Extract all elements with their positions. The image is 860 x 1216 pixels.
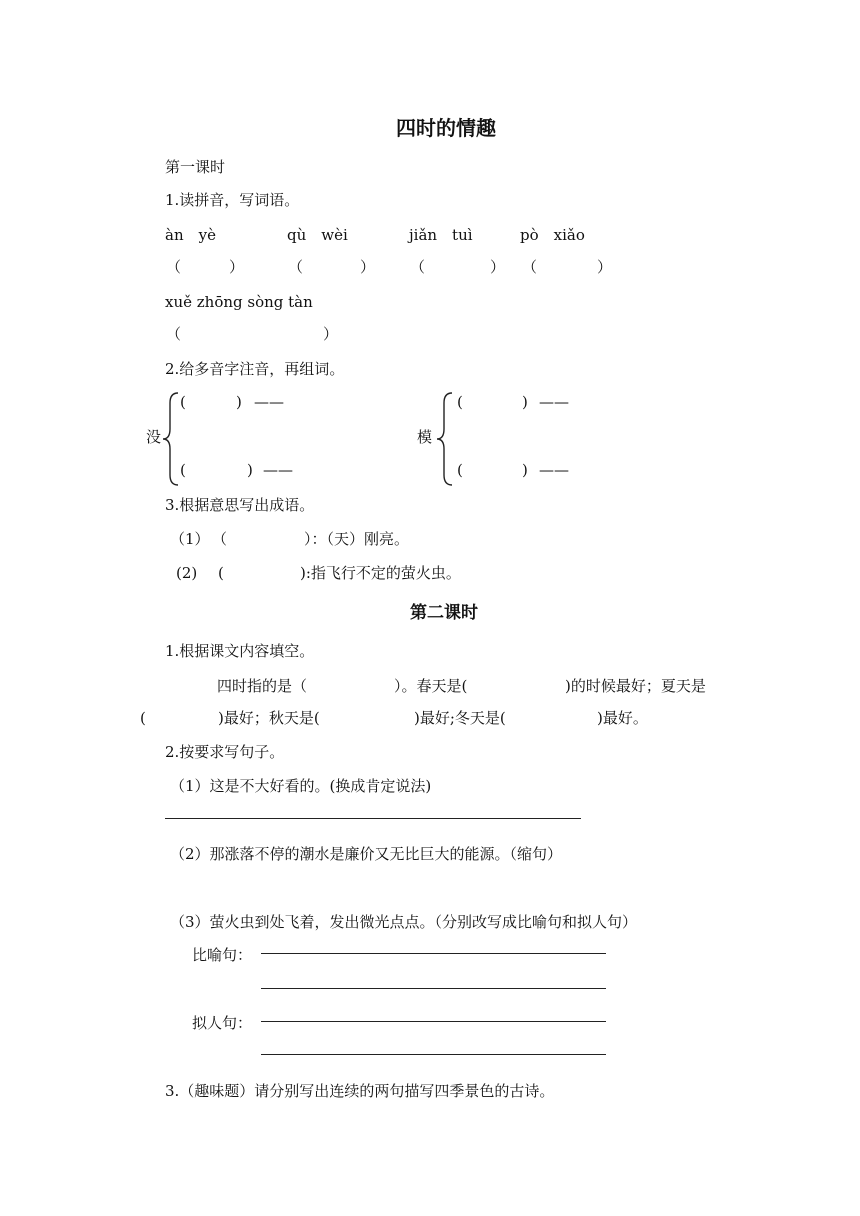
pinyin-3: jiǎn tuì: [409, 226, 473, 244]
pinyin-5: xuě zhōng sòng tàn: [165, 293, 313, 311]
l2-q2-prompt: 2.按要求写句子。: [165, 743, 285, 761]
answer-paren-open: （: [166, 325, 182, 343]
lesson1-heading: 第一课时: [165, 158, 226, 176]
idiom-2-meaning: ):指飞行不定的萤火虫。: [300, 564, 461, 582]
answer-paren-close: ）: [229, 258, 245, 276]
pinyin-2: qù wèi: [287, 226, 348, 244]
word-dash: ——: [263, 461, 293, 479]
idiom-1-meaning: ）：（天）刚亮。: [304, 530, 410, 548]
lesson2-heading: 第二课时: [410, 603, 478, 623]
answer-paren-close: ）: [490, 258, 506, 276]
pinyin-4: pò xiǎo: [520, 226, 585, 244]
idiom-1-number: （1）: [170, 530, 210, 548]
q1-prompt: 1.读拼音，写词语。: [165, 191, 300, 209]
answer-line: [165, 818, 581, 819]
brace-2: [436, 391, 456, 487]
sentence-3: （3）萤火虫到处飞着，发出微光点点。（分别改写成比喻句和拟人句）: [170, 913, 638, 931]
page-title: 四时的情趣: [396, 116, 496, 140]
answer-paren-open: (: [218, 564, 224, 582]
fill-text: )最好;冬天是(: [414, 709, 506, 727]
answer-paren-open: （: [410, 258, 426, 276]
answer-line: [261, 1054, 606, 1055]
answer-line: [261, 1021, 606, 1022]
fill-text: )最好；秋天是(: [218, 709, 320, 727]
polyphonic-char-2: 模: [417, 428, 433, 446]
brace-1: [162, 391, 182, 487]
fill-text: 四时指的是（: [217, 677, 308, 695]
answer-paren-close: ）: [597, 258, 613, 276]
answer-paren-open: （: [166, 258, 182, 276]
answer-paren-open: （: [212, 530, 228, 548]
word-dash: ——: [254, 393, 284, 411]
simile-label: 比喻句：: [192, 946, 253, 964]
fill-text: ）。春天是(: [394, 677, 468, 695]
answer-line: [261, 988, 606, 989]
polyphonic-char-1: 没: [146, 428, 162, 446]
l2-q1-prompt: 1.根据课文内容填空。: [165, 642, 315, 660]
fill-text: )的时候最好；夏天是: [565, 677, 706, 695]
answer-paren-open: (: [180, 461, 186, 479]
answer-paren-open: (: [457, 393, 463, 411]
word-dash: ——: [539, 461, 569, 479]
answer-paren-close: ）: [360, 258, 376, 276]
personify-label: 拟人句：: [192, 1014, 253, 1032]
idiom-2-number: (2): [176, 564, 198, 582]
answer-paren-open: (: [180, 393, 186, 411]
sentence-2: （2）那涨落不停的潮水是廉价又无比巨大的能源。（缩句）: [170, 845, 563, 863]
sentence-1: （1）这是不大好看的。(换成肯定说法): [170, 777, 432, 795]
answer-paren-close: ): [522, 461, 528, 479]
answer-paren-close: ): [247, 461, 253, 479]
q3-prompt: 3.根据意思写出成语。: [165, 496, 315, 514]
word-dash: ——: [539, 393, 569, 411]
answer-paren-close: ): [522, 393, 528, 411]
answer-paren-open: (: [457, 461, 463, 479]
pinyin-1: àn yè: [165, 226, 216, 244]
fill-text: (: [140, 709, 146, 727]
answer-paren-open: （: [288, 258, 304, 276]
l2-q3-prompt: 3.（趣味题）请分别写出连续的两句描写四季景色的古诗。: [165, 1082, 555, 1100]
answer-line: [261, 953, 606, 954]
answer-paren-close: ): [236, 393, 242, 411]
fill-text: )最好。: [597, 709, 648, 727]
answer-paren-close: ）: [323, 325, 339, 343]
answer-paren-open: （: [522, 258, 538, 276]
q2-prompt: 2.给多音字注音，再组词。: [165, 360, 345, 378]
